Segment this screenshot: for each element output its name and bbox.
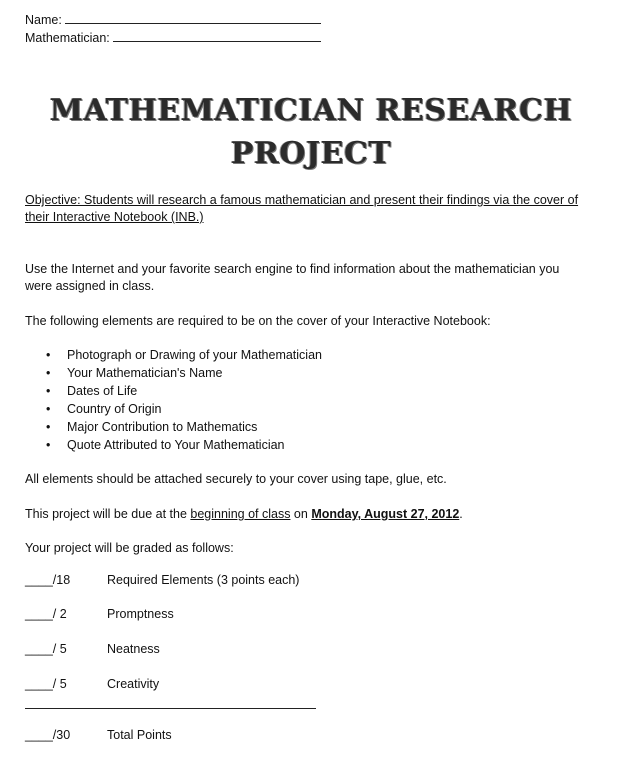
due-date: Monday, August 27, 2012	[311, 507, 460, 521]
bullet-icon: •	[46, 348, 51, 362]
grade-score-blank[interactable]: ____/ 2	[25, 607, 67, 621]
intro-line-2: were assigned in class.	[25, 279, 155, 293]
grade-label: Neatness	[107, 642, 160, 656]
list-item-text: Country of Origin	[67, 402, 162, 416]
list-item	[25, 364, 322, 382]
list-item	[25, 418, 322, 436]
grade-row-total	[25, 728, 172, 742]
list-item-text: Photograph or Drawing of your Mathematician	[67, 348, 322, 362]
bullet-icon: •	[46, 384, 51, 398]
mathematician-field	[25, 29, 321, 45]
grade-row-required	[25, 573, 299, 587]
list-item-text: Your Mathematician's Name	[67, 366, 223, 380]
list-item-text: Major Contribution to Mathematics	[67, 420, 258, 434]
list-item	[25, 382, 322, 400]
required-intro: The following elements are required to be on the cover of your Interactive Notebook:	[25, 314, 491, 328]
list-item	[25, 436, 322, 454]
grade-label: Creativity	[107, 677, 160, 691]
bullet-icon: •	[46, 420, 51, 434]
mathematician-blank-line[interactable]	[113, 29, 321, 42]
list-item-text: Dates of Life	[67, 384, 138, 398]
due-suffix: .	[459, 507, 463, 521]
name-blank-line[interactable]	[65, 11, 321, 24]
required-elements-list	[25, 346, 322, 454]
grade-score-blank[interactable]: ____/ 5	[25, 642, 67, 656]
due-beginning-of-class: beginning of class	[190, 507, 291, 521]
bullet-icon: •	[46, 438, 51, 452]
title-line-2: PROJECT	[230, 136, 392, 171]
grading-intro: Your project will be graded as follows:	[25, 541, 234, 555]
list-item	[25, 346, 322, 364]
due-middle: on	[290, 507, 312, 521]
objective-line-2: their Interactive Notebook (INB.)	[25, 210, 204, 224]
bullet-icon: •	[46, 366, 51, 380]
grade-score-blank[interactable]: ____/18	[25, 573, 71, 587]
intro-line-1: Use the Internet and your favorite search engine to find information about the mathematician you	[25, 262, 560, 276]
grade-label: Promptness	[107, 607, 174, 621]
total-divider	[25, 708, 316, 709]
list-item	[25, 400, 322, 418]
intro-paragraph	[25, 261, 600, 295]
grade-row-promptness	[25, 607, 174, 621]
name-label: Name:	[25, 13, 62, 27]
grade-row-neatness	[25, 642, 160, 656]
title-line-1: MATHEMATICIAN RESEARCH	[49, 93, 573, 128]
due-date-sentence	[25, 506, 600, 523]
attach-note: All elements should be attached securely to your cover using tape, glue, etc.	[25, 472, 447, 486]
objective	[25, 192, 600, 226]
name-field	[25, 11, 321, 27]
total-score-blank[interactable]: ____/30	[25, 728, 71, 742]
objective-line-1: Objective: Students will research a famous mathematician and present their findings via the cover of	[25, 193, 579, 207]
bullet-icon: •	[46, 402, 51, 416]
mathematician-label: Mathematician:	[25, 31, 110, 45]
grade-row-creativity	[25, 677, 159, 691]
grade-score-blank[interactable]: ____/ 5	[25, 677, 67, 691]
due-prefix: This project will be due at the	[25, 507, 191, 521]
total-label: Total Points	[107, 728, 172, 742]
grade-label: Required Elements (3 points each)	[107, 573, 300, 587]
list-item-text: Quote Attributed to Your Mathematician	[67, 438, 285, 452]
